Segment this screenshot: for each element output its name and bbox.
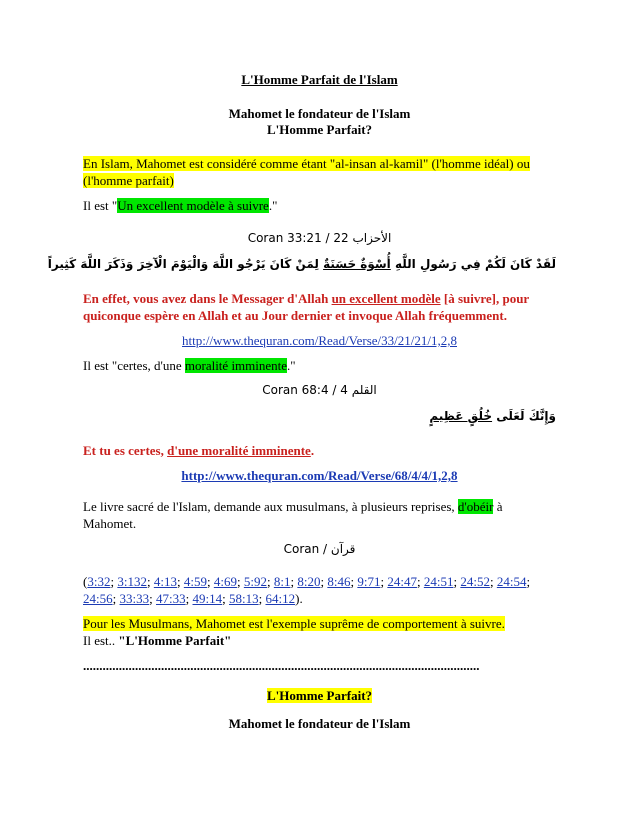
verse-ref-link[interactable]: 24:47 (387, 574, 417, 589)
translation-33-highlight: un excellent modèle (331, 291, 441, 306)
verse-ref-link[interactable]: 58:13 (229, 591, 259, 606)
muslims-example-line: Pour les Musulmans, Mahomet est l'exemple suprême de comportement à suivre. (83, 616, 505, 631)
obey-highlight: d'obéir (457, 499, 494, 514)
section-2-title (83, 687, 556, 704)
coran-68-arabic-verse (83, 408, 556, 425)
verse-ref-link[interactable]: 24:52 (460, 574, 490, 589)
translation-33-part-a: En effet, vous avez dans le Messager d'Allah (83, 291, 332, 306)
il-est-text: Il est.. (83, 633, 119, 648)
verse-33-highlight: أُسْوَةٌ حَسَنَةٌ (323, 257, 391, 271)
coran-68-french-translation (83, 442, 556, 459)
verse-ref-link[interactable]: 64:12 (265, 591, 296, 606)
verse-ref-link[interactable]: 49:14 (192, 591, 223, 606)
verse-68-part-a: وَإِنَّكَ لَعَلَى (492, 409, 556, 423)
translation-68-part-c: . (310, 443, 315, 458)
verse-ref-link[interactable]: 8:1 (273, 574, 291, 589)
quran-link-33[interactable]: http://www.thequran.com/Read/Verse/33/21/21/1,2,8 (182, 333, 457, 348)
section-2-subtitle: Mahomet le fondateur de l'Islam (228, 716, 411, 731)
link-33-row (83, 332, 556, 349)
translation-33-part-c: [à suivre], pour (440, 291, 530, 306)
coran-68-reference: Coran 68:4 / 4 القلم (262, 383, 377, 397)
verse-33-part-a: لَقَدْ كَانَ لَكُمْ فِي رَسُولِ اللَّهِ (390, 257, 556, 271)
section-2-title-text: L'Homme Parfait? (266, 688, 373, 703)
verse-reference-list: (3:32; 3:132; 4:13; 4:59; 4:69; 5:92; 8:1; 8:20; 8:46; 9:71; 24:47; 24:51; 24:52; 24:54; 24:56; 33:33; 47:33; 49:14; 58:13; 64:12). (83, 574, 531, 606)
verse-ref-link[interactable]: 4:69 (213, 574, 237, 589)
subtitle-perfect-man: L'Homme Parfait? (266, 122, 373, 137)
excellent-model-statement (83, 197, 556, 214)
verse-ref-link[interactable]: 3:132 (117, 574, 147, 589)
quran-link-68[interactable]: http://www.thequran.com/Read/Verse/68/4/4/1,2,8 (181, 468, 458, 483)
intro-line-1: En Islam, Mahomet est considéré comme étant "al-insan al-kamil" (l'homme idéal) ou (83, 156, 530, 171)
statement-suffix: ." (268, 198, 278, 213)
excellent-model-highlight: Un excellent modèle à suivre (117, 198, 269, 213)
sacred-book-paragraph (83, 498, 556, 532)
coran-33-reference: Coran 33:21 / 22 الأحزاب (247, 231, 392, 245)
verse-ref-link[interactable]: 47:33 (156, 591, 186, 606)
intro-paragraph (83, 155, 556, 189)
verse-ref-link[interactable]: 4:59 (183, 574, 207, 589)
verse-ref-link[interactable]: 8:20 (297, 574, 321, 589)
perfect-man-quote: "L'Homme Parfait" (118, 633, 232, 648)
subtitle-founder: Mahomet le fondateur de l'Islam (228, 106, 411, 121)
verse-ref-link[interactable]: 4:13 (153, 574, 177, 589)
sacred-book-line-1: Le livre sacré de l'Islam, demande aux musulmans, à plusieurs reprises, (83, 499, 458, 514)
verse-ref-link[interactable]: 24:54 (496, 574, 527, 589)
verse-ref-link[interactable]: 3:32 (87, 574, 111, 589)
verse-ref-link[interactable]: 8:46 (327, 574, 351, 589)
verse-ref-link[interactable]: 24:56 (83, 591, 113, 606)
sacred-book-line-1-end: à (493, 499, 503, 514)
morality-statement (83, 357, 556, 374)
muslims-paragraph (83, 615, 556, 649)
verse-ref-link[interactable]: 5:92 (243, 574, 267, 589)
translation-68-highlight: d'une moralité imminente (167, 443, 311, 458)
translation-68-part-a: Et tu es certes, (83, 443, 168, 458)
link-68-row (83, 467, 556, 484)
dotted-divider: .......................................................................................................................... (83, 658, 480, 673)
verse-ref-link[interactable]: 9:71 (357, 574, 381, 589)
verse-ref-link[interactable]: 24:51 (423, 574, 454, 589)
coran-label: Coran / قرآن (283, 542, 356, 556)
sacred-book-line-2: Mahomet. (83, 516, 137, 531)
morality-prefix: Il est "certes, d'une (83, 358, 185, 373)
coran-33-french-translation (83, 290, 556, 324)
verse-33-part-c: لِمَنْ كَانَ يَرْجُو اللَّهَ وَالْيَوْمَ الْآخِرَ وَذَكَرَ اللَّهَ كَثِيراً (47, 257, 324, 271)
translation-33-line-2: quiconque espère en Allah et au Jour dernier et invoque Allah fréquemment. (83, 308, 507, 323)
statement-prefix: Il est " (83, 198, 118, 213)
morality-suffix: ." (287, 358, 296, 373)
coran-33-arabic-verse (47, 256, 556, 273)
verse-68-highlight: خُلُقٍ عَظِيمٍ (429, 409, 493, 423)
verse-ref-link[interactable]: 33:33 (119, 591, 150, 606)
intro-line-2: (l'homme parfait) (83, 173, 174, 188)
morality-highlight: moralité imminente (184, 358, 288, 373)
page-title: L'Homme Parfait de l'Islam (241, 72, 398, 87)
